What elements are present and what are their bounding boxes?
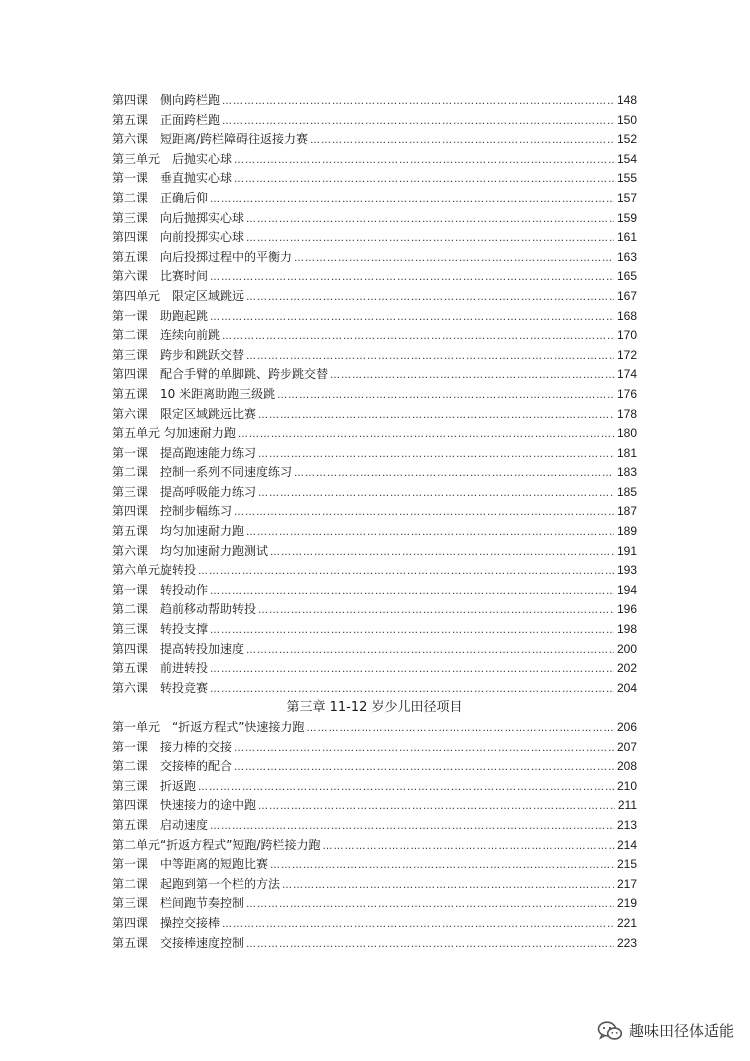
toc-entry-title: 第六课 短距离/跨栏障碍往返接力赛 <box>112 132 309 147</box>
toc-entry <box>112 620 637 640</box>
toc-entry-page: 170 <box>616 328 637 343</box>
toc-dot-leader <box>294 464 614 483</box>
toc-entry-page: 223 <box>616 935 637 950</box>
toc-dot-leader <box>310 131 614 150</box>
toc-entry-page: 155 <box>616 171 637 186</box>
toc-dot-leader <box>210 817 614 836</box>
toc-entry <box>112 483 637 503</box>
toc-entry <box>112 130 637 150</box>
toc-entry-title: 第五课 启动速度 <box>112 817 209 832</box>
toc-dot-leader <box>282 876 614 895</box>
toc-entry-page: 168 <box>616 308 637 323</box>
toc-dot-leader <box>198 562 614 581</box>
toc-dot-leader <box>246 641 614 660</box>
toc-entry <box>112 326 637 346</box>
toc-entry <box>112 346 637 366</box>
toc-entry <box>112 189 637 209</box>
toc-entry-page: 219 <box>616 896 637 911</box>
toc-dot-leader <box>234 151 614 170</box>
toc-entry <box>112 894 637 914</box>
watermark-text: 趣味田径体适能 <box>628 1022 734 1040</box>
toc-dot-leader <box>210 308 614 327</box>
toc-entry-title: 第六课 比赛时间 <box>112 269 209 284</box>
toc-dot-leader <box>322 837 613 856</box>
toc-entry <box>112 777 637 797</box>
toc-section-2 <box>112 718 637 953</box>
toc-entry-title: 第四课 控制步幅练习 <box>112 504 233 519</box>
toc-dot-leader <box>234 503 614 522</box>
toc-entry-page: 176 <box>616 386 637 401</box>
toc-entry-page: 180 <box>616 426 637 441</box>
toc-dot-leader <box>246 347 614 366</box>
toc-entry-title: 第一课 垂直抛实心球 <box>112 171 233 186</box>
toc-entry-title: 第一课 助跑起跳 <box>112 308 209 323</box>
toc-entry <box>112 581 637 601</box>
toc-entry <box>112 836 637 856</box>
toc-dot-leader <box>210 190 614 209</box>
toc-entry <box>112 248 637 268</box>
toc-dot-leader <box>246 288 614 307</box>
toc-dot-leader <box>246 523 614 542</box>
toc-entry <box>112 91 637 111</box>
toc-entry <box>112 365 637 385</box>
toc-entry-title: 第二课 连续向前跳 <box>112 328 221 343</box>
toc-dot-leader <box>222 915 614 934</box>
toc-entry <box>112 111 637 131</box>
toc-entry-page: 181 <box>616 445 637 460</box>
toc-dot-leader <box>294 249 614 268</box>
toc-entry-page: 206 <box>616 720 637 734</box>
toc-dot-leader <box>198 778 614 797</box>
toc-entry <box>112 757 637 777</box>
toc-entry <box>112 267 637 287</box>
toc-entry-page: 148 <box>616 93 637 107</box>
toc-entry-page: 196 <box>616 602 637 617</box>
toc-entry-title: 第一课 接力棒的交接 <box>112 739 233 754</box>
toc-entry-page: 167 <box>616 288 637 303</box>
toc-entry-page: 163 <box>616 249 637 264</box>
toc-entry-page: 210 <box>616 778 637 793</box>
toc-entry-title: 第一单元 “折返方程式”快速接力跑 <box>112 720 305 734</box>
table-of-contents <box>112 91 637 953</box>
toc-entry-title: 第二课 控制一系列不同速度练习 <box>112 465 293 480</box>
toc-entry-title: 第五课 向后投掷过程中的平衡力 <box>112 249 293 264</box>
toc-dot-leader <box>246 210 614 229</box>
toc-entry-page: 198 <box>616 622 637 637</box>
toc-entry-title: 第五课 前进转投 <box>112 661 209 676</box>
toc-entry-title: 第二课 起跑到第一个栏的方法 <box>112 876 281 891</box>
toc-entry-page: 211 <box>617 798 637 813</box>
toc-entry <box>112 405 637 425</box>
toc-entry-page: 213 <box>616 817 637 832</box>
toc-entry-title: 第四单元 限定区域跳远 <box>112 288 245 303</box>
toc-entry-title: 第四课 快速接力的途中跑 <box>112 798 257 813</box>
toc-dot-leader <box>210 621 614 640</box>
toc-entry <box>112 228 637 248</box>
toc-entry <box>112 169 637 189</box>
toc-entry-title: 第五课 交接棒速度控制 <box>112 935 245 950</box>
toc-entry <box>112 600 637 620</box>
toc-entry-title: 第三课 向后抛掷实心球 <box>112 210 245 225</box>
toc-entry-title: 第一课 提高跑速能力练习 <box>112 445 257 460</box>
toc-entry-page: 185 <box>616 484 637 499</box>
toc-entry <box>112 150 637 170</box>
toc-entry-title: 第二课 趋前移动帮助转投 <box>112 602 257 617</box>
toc-dot-leader <box>258 797 615 816</box>
toc-entry <box>112 934 637 954</box>
toc-entry <box>112 444 637 464</box>
toc-entry <box>112 718 637 738</box>
toc-entry-page: 204 <box>616 680 637 695</box>
toc-dot-leader <box>246 229 614 248</box>
watermark <box>597 1020 734 1041</box>
toc-dot-leader <box>270 856 614 875</box>
toc-entry <box>112 522 637 542</box>
toc-entry <box>112 640 637 660</box>
toc-entry-page: 154 <box>616 151 637 166</box>
toc-entry <box>112 542 637 562</box>
toc-entry-page: 214 <box>616 837 637 852</box>
toc-dot-leader <box>210 660 614 679</box>
toc-entry-page: 165 <box>616 269 637 284</box>
toc-dot-leader <box>234 170 614 189</box>
toc-entry-page: 200 <box>616 641 637 656</box>
toc-entry-title: 第二课 正确后仰 <box>112 190 209 205</box>
toc-entry-title: 第四课 提高转投加速度 <box>112 641 245 656</box>
toc-entry <box>112 796 637 816</box>
toc-dot-leader <box>210 680 614 699</box>
toc-dot-leader <box>234 739 614 758</box>
toc-dot-leader <box>238 425 614 444</box>
toc-entry-title: 第六课 限定区域跳远比赛 <box>112 406 257 421</box>
toc-dot-leader <box>222 327 614 346</box>
toc-entry-title: 第四课 侧向跨栏跑 <box>112 93 221 107</box>
toc-entry <box>112 875 637 895</box>
toc-entry-page: 161 <box>616 230 637 245</box>
toc-dot-leader <box>270 543 614 562</box>
toc-entry-title: 第三课 提高呼吸能力练习 <box>112 484 257 499</box>
toc-entry-page: 189 <box>616 524 637 539</box>
toc-entry <box>112 914 637 934</box>
toc-entry-page: 159 <box>616 210 637 225</box>
toc-entry-title: 第五课 均匀加速耐力跑 <box>112 524 245 539</box>
toc-entry-title: 第五单元 匀加速耐力跑 <box>112 426 236 441</box>
toc-entry-title: 第四课 向前投掷实心球 <box>112 230 245 245</box>
toc-dot-leader <box>258 484 614 503</box>
toc-entry-title: 第六课 转投竞赛 <box>112 680 209 695</box>
toc-entry-page: 152 <box>616 132 637 147</box>
toc-entry <box>112 463 637 483</box>
toc-entry-title: 第五课 正面跨栏跑 <box>112 112 221 127</box>
toc-entry-title: 第四课 配合手臂的单脚跳、跨步跳交替 <box>112 367 329 382</box>
toc-entry-page: 183 <box>616 465 637 480</box>
toc-entry-page: 221 <box>616 915 637 930</box>
toc-entry <box>112 424 637 444</box>
toc-entry-page: 172 <box>616 347 637 362</box>
toc-entry-title: 第五课 10 米距离助跑三级跳 <box>112 386 276 401</box>
toc-entry-title: 第三课 栏间跑节奏控制 <box>112 896 245 911</box>
toc-entry-title: 第一课 中等距离的短跑比赛 <box>112 857 269 872</box>
toc-entry-title: 第四课 操控交接棒 <box>112 915 221 930</box>
toc-entry <box>112 502 637 522</box>
toc-entry-title: 第三课 折返跑 <box>112 778 197 793</box>
toc-dot-leader <box>246 895 614 914</box>
toc-entry-title: 第六单元旋转投 <box>112 563 197 578</box>
toc-entry-page: 187 <box>616 504 637 519</box>
chapter-heading: 第三章 11-12 岁少儿田径项目 <box>286 700 463 716</box>
toc-entry-page: 150 <box>616 112 637 127</box>
toc-entry <box>112 659 637 679</box>
toc-entry-page: 178 <box>616 406 637 421</box>
toc-entry-page: 215 <box>616 857 637 872</box>
toc-entry <box>112 679 637 699</box>
toc-entry-page: 208 <box>616 759 637 774</box>
toc-entry <box>112 209 637 229</box>
toc-entry-title: 第三单元 后抛实心球 <box>112 151 233 166</box>
toc-entry-page: 217 <box>616 876 637 891</box>
toc-entry-page: 174 <box>616 367 637 382</box>
toc-entry-page: 207 <box>616 739 637 754</box>
toc-dot-leader <box>258 445 614 464</box>
toc-entry-page: 194 <box>616 582 637 597</box>
toc-dot-leader <box>234 758 614 777</box>
toc-entry <box>112 307 637 327</box>
toc-entry-title: 第三课 转投支撑 <box>112 622 209 637</box>
toc-dot-leader <box>258 601 614 620</box>
toc-dot-leader <box>330 366 614 385</box>
toc-entry <box>112 816 637 836</box>
toc-entry-page: 202 <box>616 661 637 676</box>
toc-entry-title: 第一课 转投动作 <box>112 582 209 597</box>
toc-entry-title: 第二单元“折返方程式”短跑/跨栏接力跑 <box>112 837 321 852</box>
toc-dot-leader <box>246 935 614 954</box>
toc-entry <box>112 738 637 758</box>
toc-entry <box>112 287 637 307</box>
toc-entry <box>112 855 637 875</box>
toc-dot-leader <box>306 719 614 738</box>
toc-dot-leader <box>210 582 614 601</box>
toc-section-1 <box>112 91 637 698</box>
toc-dot-leader <box>258 406 614 425</box>
toc-entry-title: 第二课 交接棒的配合 <box>112 759 233 774</box>
toc-dot-leader <box>222 92 614 111</box>
toc-entry-page: 191 <box>616 543 637 558</box>
toc-entry <box>112 385 637 405</box>
toc-entry-title: 第三课 跨步和跳跃交替 <box>112 347 245 362</box>
toc-dot-leader <box>210 268 614 287</box>
toc-entry-page: 193 <box>616 563 637 578</box>
toc-dot-leader <box>222 112 614 131</box>
toc-entry <box>112 561 637 581</box>
toc-entry-page: 157 <box>616 190 637 205</box>
toc-dot-leader <box>277 386 614 405</box>
wechat-icon <box>597 1021 623 1041</box>
toc-entry-title: 第六课 均匀加速耐力跑测试 <box>112 543 269 558</box>
